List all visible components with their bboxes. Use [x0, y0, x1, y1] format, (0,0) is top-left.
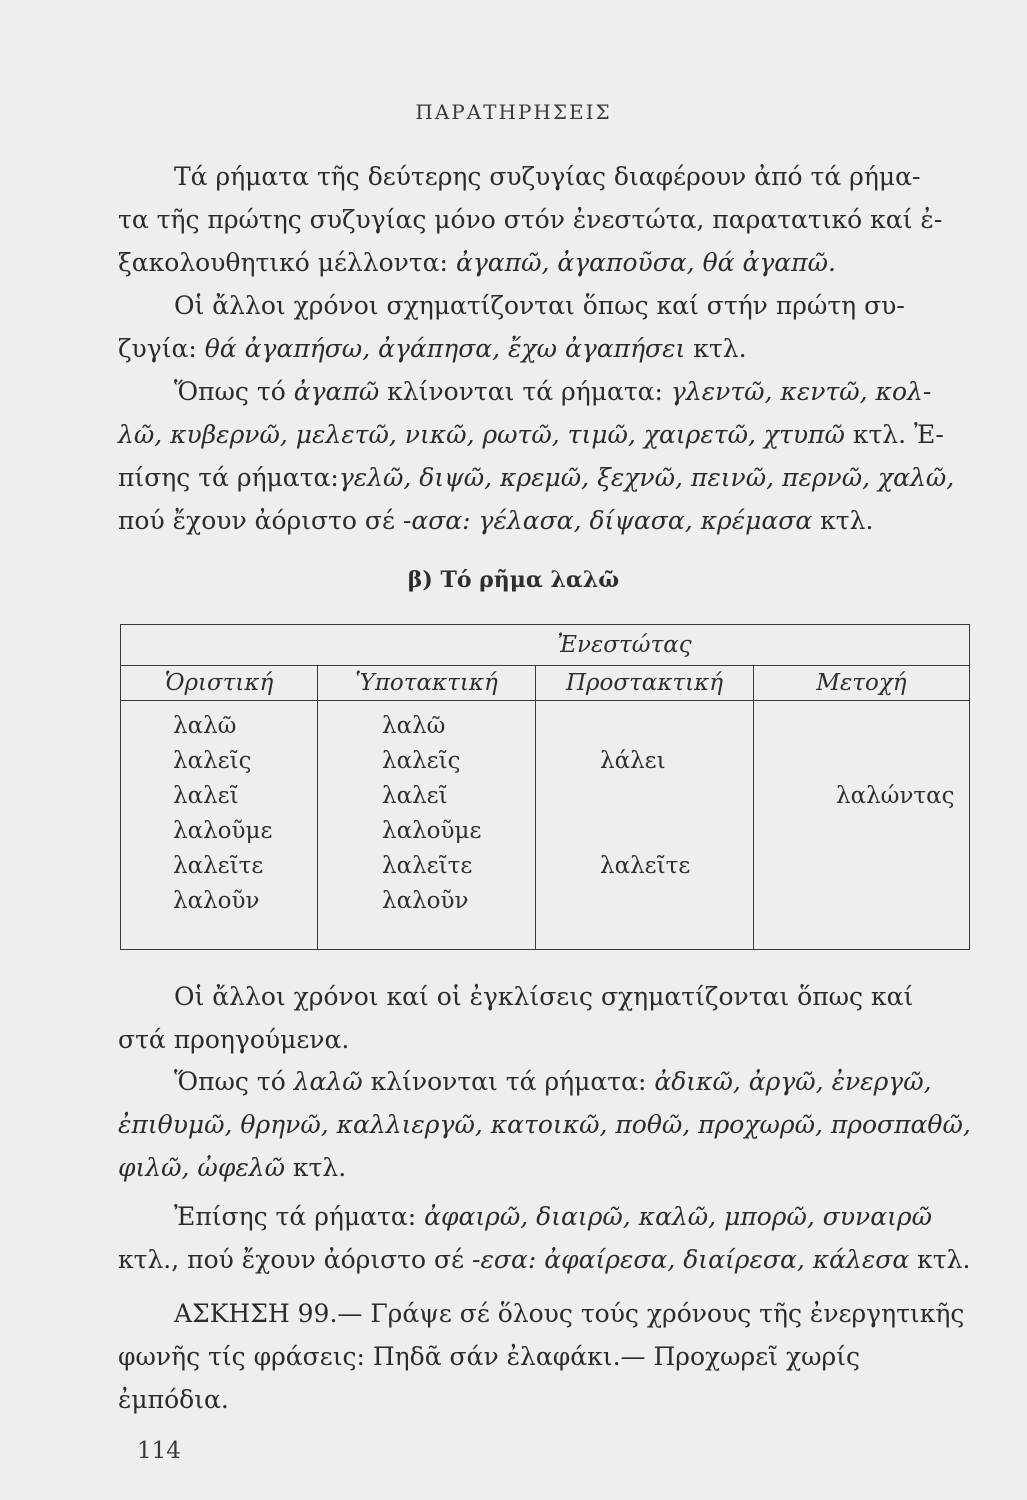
- form: λάλει: [600, 748, 666, 774]
- text-line: πίσης τά ρήματα:γελῶ, διψῶ, κρεμῶ, ξεχνῶ, πεινῶ, περνῶ, χαλῶ,: [118, 463, 955, 492]
- text-line: ΑΣΚΗΣΗ 99.— Γράψε σέ ὅλους τούς χρόνους τῆς ἐνεργητικῆς: [174, 1299, 965, 1328]
- text-line: Ἐπίσης τά ρήματα: ἀφαιρῶ, διαιρῶ, καλῶ, μπορῶ, συναιρῶ: [174, 1202, 933, 1231]
- paragraph-other-moods: [118, 975, 978, 1061]
- section-subheading: β) Τό ρῆμα λαλῶ: [407, 567, 620, 593]
- paragraph-other-tenses: [118, 284, 978, 370]
- text-line: Οἱ ἄλλοι χρόνοι σχηματίζονται ὅπως καί στήν πρώτη συ-: [174, 291, 905, 320]
- text-line: λῶ, κυβερνῶ, μελετῶ, νικῶ, ρωτῶ, τιμῶ, χαιρετῶ, χτυπῶ κτλ. Ἐ-: [118, 420, 944, 449]
- page-heading: ΠΑΡΑΤΗΡΗΣΕΙΣ: [415, 100, 612, 124]
- exercise-99: [118, 1292, 978, 1421]
- form: λαλῶ: [173, 713, 237, 739]
- form: λαλοῦν: [382, 888, 469, 914]
- form: λαλεῖς: [173, 748, 252, 774]
- metochi-forms: [754, 701, 970, 950]
- form: λαλεῖτε: [600, 853, 691, 879]
- text-line: φιλῶ, ὠφελῶ κτλ.: [118, 1153, 347, 1182]
- text-line: ἐπιθυμῶ, θρηνῶ, καλλιεργῶ, κατοικῶ, ποθῶ, προχωρῶ, προσπαθῶ,: [118, 1110, 971, 1139]
- form: λαλεῖ: [382, 783, 448, 809]
- form: λαλώντας: [836, 783, 955, 809]
- text-line: Ὅπως τό λαλῶ κλίνονται τά ρήματα: ἀδικῶ, ἀργῶ, ἐνεργῶ,: [174, 1067, 932, 1096]
- text-line: ζυγία: θά ἀγαπήσω, ἀγάπησα, ἔχω ἀγαπήσει κτλ.: [118, 334, 747, 363]
- paragraph-like-lalo: [118, 1060, 978, 1189]
- paragraph-second-conjugation: [118, 155, 978, 284]
- text-line: κτλ., πού ἔχουν ἀόριστο σέ -εσα: ἀφαίρεσα, διαίρεσα, κάλεσα κτλ.: [118, 1245, 971, 1274]
- column-header-prostaktiki: Προστακτική: [536, 666, 754, 701]
- form: λαλῶ: [382, 713, 446, 739]
- form: λαλεῖς: [382, 748, 461, 774]
- conjugation-table: [120, 624, 970, 950]
- form: λαλεῖτε: [382, 853, 473, 879]
- form: λαλεῖ: [173, 783, 239, 809]
- table-tense-header: Ἐνεστώτας: [121, 625, 970, 666]
- form: λαλοῦμε: [173, 818, 273, 844]
- paragraph-like-agapo: [118, 370, 978, 542]
- prostaktiki-forms: [536, 701, 754, 950]
- text-line: τα τῆς πρώτης συζυγίας μόνο στόν ἐνεστώτα, παρατατικό καί ἐ-: [118, 205, 943, 234]
- text-line: στά προηγούμενα.: [118, 1025, 350, 1054]
- text-line: ξακολουθητικό μέλλοντα: ἀγαπῶ, ἀγαποῦσα, θά ἀγαπῶ.: [118, 248, 836, 277]
- text-line: φωνῆς τίς φράσεις: Πηδᾶ σάν ἐλαφάκι.— Προχωρεῖ χωρίς ἐμπόδια.: [118, 1342, 860, 1414]
- ypotaktiki-forms: [318, 701, 536, 950]
- column-header-oristiki: Ὁριστική: [121, 666, 318, 701]
- text-line: πού ἔχουν ἀόριστο σέ -ασα: γέλασα, δίψασα, κρέμασα κτλ.: [118, 506, 874, 535]
- oristiki-forms: [121, 701, 318, 950]
- form: λαλεῖτε: [173, 853, 264, 879]
- text-line: Τά ρήματα τῆς δεύτερης συζυγίας διαφέρουν ἀπό τά ρήμα-: [174, 162, 921, 191]
- form: λαλοῦν: [173, 888, 260, 914]
- column-header-metochi: Μετοχή: [754, 666, 970, 701]
- column-header-ypotaktiki: Ὑποτακτική: [318, 666, 536, 701]
- text-line: Οἱ ἄλλοι χρόνοι καί οἱ ἐγκλίσεις σχηματίζονται ὅπως καί: [174, 982, 914, 1011]
- page-number: 114: [137, 1438, 181, 1464]
- paragraph-aorist-esa: [118, 1195, 978, 1281]
- form: λαλοῦμε: [382, 818, 482, 844]
- text-line: Ὅπως τό ἀγαπῶ κλίνονται τά ρήματα: γλεντῶ, κεντῶ, κολ-: [174, 377, 932, 406]
